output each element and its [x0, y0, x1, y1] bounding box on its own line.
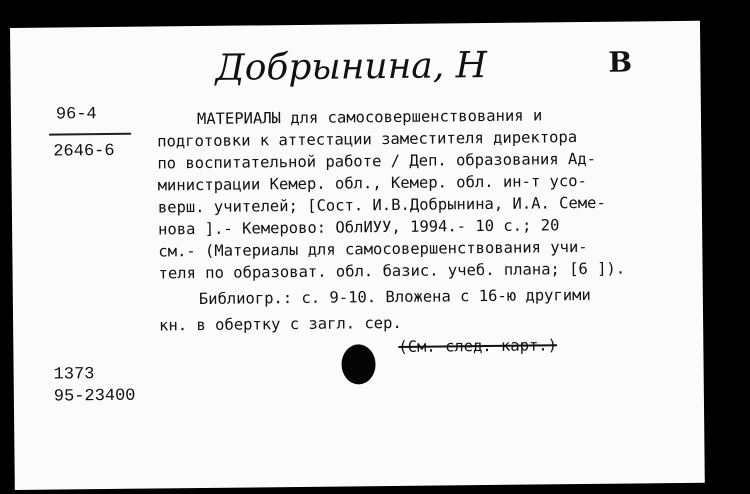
description-line-4: министрации Кемер. обл., Кемер. обл. ин-т усо- — [157, 171, 587, 195]
description-line-6: нова ].- Кемерово: ОблИУУ, 1994.- 10 с.; 20 — [158, 216, 560, 239]
description-line-7: см.- (Материалы для самосовершенствования учи- — [158, 237, 588, 261]
accession-number: 1373 — [53, 365, 95, 385]
author-heading-handwritten: Добрынина, Н — [215, 45, 488, 89]
card-punch-hole — [341, 344, 375, 384]
description-line-10: кн. в обертку с загл. сер. — [159, 313, 402, 335]
call-number-divider — [49, 133, 131, 136]
description-line-3: по воспитательной работе / Деп. образования Ад- — [157, 149, 597, 173]
catalog-card — [10, 21, 705, 490]
inventory-number: 95-23400 — [53, 386, 136, 407]
description-line-1: МАТЕРИАЛЫ для самосовершенствования и — [196, 106, 543, 129]
description-line-5: верш. учителей; [Сост. И.В.Добрынина, И.А. Семе- — [157, 193, 606, 217]
description-line-8: теля по образоват. обл. базис. учеб. плана; [6 ]). — [158, 259, 626, 283]
continued-on-next-card-note: (См. след. карт.) — [398, 336, 558, 356]
corner-letter-mark: В — [608, 45, 633, 79]
call-number-bottom: 2646-6 — [53, 141, 115, 162]
call-number-top: 96-4 — [55, 105, 97, 125]
description-line-9: Библиогр.: с. 9-10. Вложена с 16-ю другими — [198, 285, 591, 309]
description-line-2: подготовки к аттестации заместителя директора — [157, 128, 578, 151]
